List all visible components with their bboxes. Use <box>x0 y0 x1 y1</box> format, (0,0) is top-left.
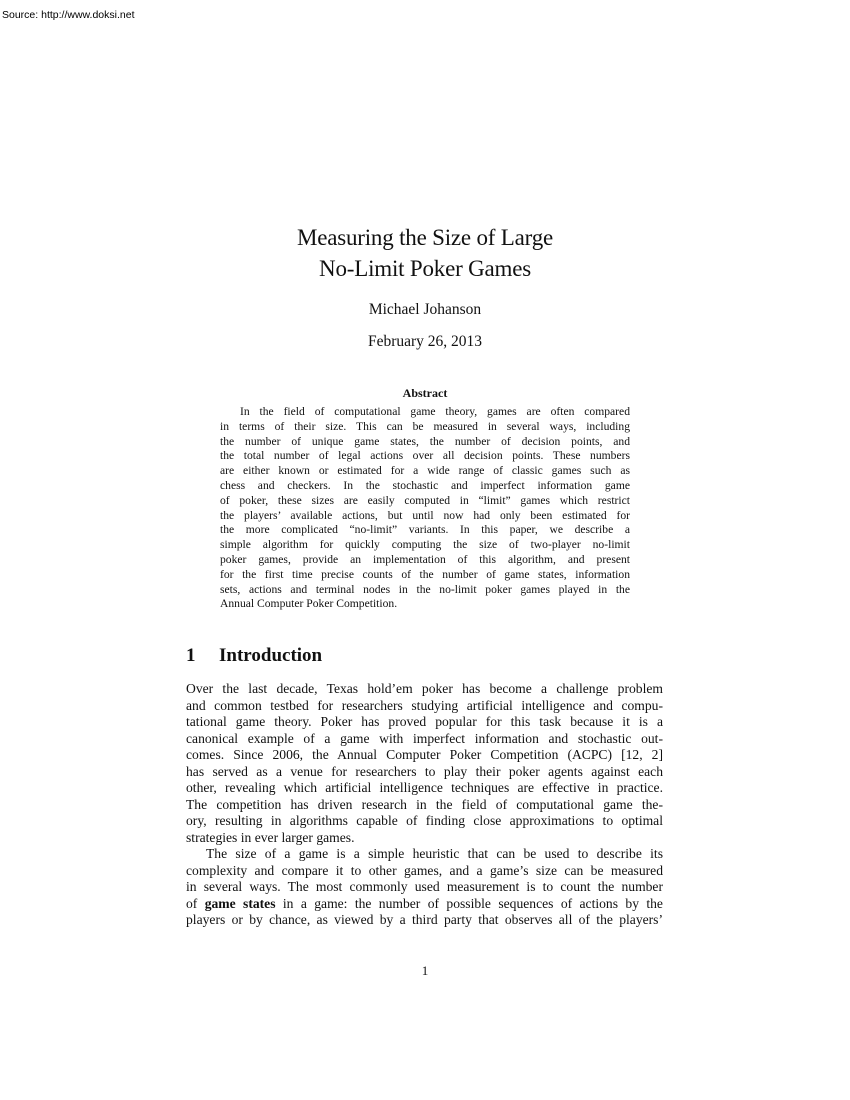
body-line: complexity and compare it to other games, and a game’s size can be measured <box>186 862 663 878</box>
abstract-line: sets, actions and terminal nodes in the no-limit poker games played in the <box>220 582 630 596</box>
body-line: has served as a venue for researchers to play their poker agents against each <box>186 763 663 779</box>
abstract-line: the number of unique game states, the number of decision points, and <box>220 434 630 448</box>
body-line: strategies in ever larger games. <box>186 829 355 845</box>
abstract-line: the more complicated “no-limit” variants. In this paper, we describe a <box>220 523 630 537</box>
page-number: 1 <box>421 963 429 978</box>
section-number: 1 <box>186 645 196 666</box>
publication-date: February 26, 2013 <box>367 333 483 350</box>
body-line <box>186 896 663 913</box>
body-line: The competition has driven research in the field of computational game the- <box>186 796 663 812</box>
abstract-line: for the first time precise counts of the number of game states, information <box>220 567 630 581</box>
body-line: The size of a game is a simple heuristic that can be used to describe its <box>206 846 663 861</box>
body-line: canonical example of a game with imperfect information and stochastic out- <box>186 730 663 746</box>
abstract-line: in terms of their size. This can be measured in several ways, including <box>220 419 630 433</box>
abstract-line: of poker, these sizes are easily computed in “limit” games which restrict <box>220 493 630 507</box>
body-line: players or by chance, as viewed by a third party that observes all of the players’ <box>186 912 663 927</box>
abstract-line: the total number of legal actions over all decision points. These numbers <box>220 449 630 463</box>
body-line: Over the last decade, Texas hold’em poker has become a challenge problem <box>186 681 663 696</box>
title-line-2: No-Limit Poker Games <box>319 256 531 281</box>
paper-title <box>0 222 850 284</box>
abstract-heading: Abstract <box>402 386 448 400</box>
section-title: Introduction <box>219 645 323 666</box>
abstract-body <box>220 405 630 612</box>
abstract-line: the players’ available actions, but until now had only been estimated for <box>220 508 630 522</box>
author-name: Michael Johanson <box>368 301 482 318</box>
term-game-states: game states <box>204 895 276 911</box>
abstract-line: poker games, provide an implementation of this algorithm, and present <box>220 552 630 566</box>
title-line-1: Measuring the Size of Large <box>296 225 554 250</box>
body-line: and common testbed for researchers studying artificial intelligence and compu- <box>186 697 663 713</box>
abstract-line: are either known or estimated for a wide range of classic games such as <box>220 464 630 478</box>
body-line: ory, resulting in algorithms capable of finding close approximations to optimal <box>186 813 663 828</box>
body-line: other, revealing which artificial intelligence techniques are effective in practice. <box>186 780 663 795</box>
abstract-line: chess and checkers. In the stochastic and imperfect information game <box>220 478 630 492</box>
body-line: comes. Since 2006, the Annual Computer Poker Competition (ACPC) [12, 2] <box>186 747 663 762</box>
body-line: tational game theory. Poker has proved popular for this task because it is a <box>186 714 663 729</box>
section-body <box>186 681 663 929</box>
body-text-fragment: in a game: the number of possible sequences of actions by the <box>275 895 663 911</box>
body-text-fragment: of <box>186 895 205 911</box>
abstract-line: simple algorithm for quickly computing the size of two-player no-limit <box>220 538 630 552</box>
body-line: in several ways. The most commonly used measurement is to count the number <box>186 879 663 894</box>
section-heading <box>186 645 322 667</box>
abstract-line: In the field of computational game theory, games are often compared <box>240 405 630 418</box>
abstract-line: Annual Computer Poker Competition. <box>220 597 398 611</box>
source-credit: Source: http://www.doksi.net <box>2 9 135 21</box>
